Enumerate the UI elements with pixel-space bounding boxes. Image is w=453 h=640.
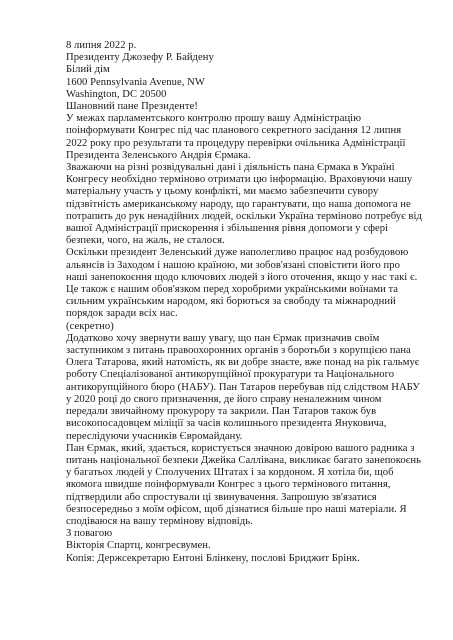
recipient-block xyxy=(66,52,436,101)
paragraph-line: Оскільки президент Зеленський дуже наполегливо працює над розбудовою xyxy=(66,247,409,259)
paragraph-line: підзвітність американському народу, що гарантувати, що наша допомога не xyxy=(66,198,411,210)
paragraph-line: вашої Адміністрації прискорення і збільшення рівня допомоги у сфері xyxy=(66,223,389,235)
paragraph-line: У межах парламентського контролю прошу вашу Адміністрацію xyxy=(66,113,362,125)
paragraph-line: питань національної безпеки Джейка Салліванa, викликає багато занепокоєнь xyxy=(66,454,421,466)
paragraph-line: переслідуючи учасників Євромайдану. xyxy=(66,430,243,442)
paragraph-yermak-concerns xyxy=(66,443,436,528)
recipient-name: Президенту Джозефу Р. Байдену xyxy=(66,52,214,64)
paragraph-request xyxy=(66,113,436,162)
carbon-copy: Копія: Держсекретарю Ентоні Блінкену, послові Бриджит Брінк. xyxy=(66,552,360,564)
paragraph-classified-marker xyxy=(66,321,436,333)
paragraph-line: сильним українським народом, які борються за свободу та міжнародний xyxy=(66,296,396,308)
paragraph-line: потрапить до рук ненадійних людей, оскільки Україна терміново потребує від xyxy=(66,210,422,222)
paragraph-line: альянсів із Заходом і нашою країною, ми зобов'язані сповістити його про xyxy=(66,259,400,271)
paragraph-line: у багатьох людей у Сполучених Штатах і за кордоном. Я хотіла би, щоб xyxy=(66,467,394,479)
paragraph-line: підтвердили або спростували ці звинувачення. Запрошую зв'язатися xyxy=(66,491,377,503)
paragraph-line: Зважаючи на різні розвідувальні дані і діяльність пана Єрмака в Україні xyxy=(66,162,395,174)
closing: З повагою xyxy=(66,528,113,540)
paragraph-line: Олега Татарова, який натомість, як ви добре знаєте, вже понад на рік гальмує xyxy=(66,357,420,369)
paragraph-line: сподіваюся на вашу термінову відповідь. xyxy=(66,515,253,527)
letter-body xyxy=(66,40,436,565)
paragraph-line: у 2020 році до свого призначення, де його справу неналежним чином xyxy=(66,393,382,405)
paragraph-line: Додатково хочу звернути вашу увагу, що пан Єрмак призначив своїм xyxy=(66,332,380,344)
paragraph-alliances xyxy=(66,247,436,320)
paragraph-line: Конгресу необхідно терміново отримати цю інформацію. Враховуючи нашу xyxy=(66,174,413,186)
letter-date: 8 липня 2022 р. xyxy=(66,40,137,51)
paragraph-intelligence xyxy=(66,162,436,247)
signature: Вікторія Спартц, конгресвумен. xyxy=(66,540,211,552)
paragraph-line: якомога швидше поінформували Конгрес з цього термінового питання, xyxy=(66,479,391,491)
paragraph-tatarov xyxy=(66,333,436,443)
recipient-office: Білий дім xyxy=(66,64,110,76)
recipient-street: 1600 Pennsylvania Avenue, NW xyxy=(66,76,205,88)
paragraph-line: Це також є нашим обов'язком перед хоробрими українськими воїнами та xyxy=(66,284,399,296)
paragraph-line: матеріальну участь у цьому конфлікті, ми маємо забезпечити сувору xyxy=(66,186,379,198)
paragraph-line: безпосередньо з моїм офісом, щоб дізнатися більше про наші матеріали. Я xyxy=(66,503,407,515)
paragraph-line: передали звичайному прокурору та закрили. Пан Татаров також був xyxy=(66,406,377,418)
salutation: Шановний пане Президенте! xyxy=(66,101,198,113)
paragraph-line: безпеки, чого, на жаль, не сталося. xyxy=(66,235,225,247)
paragraph-line: Президента Зеленського Андрія Єрмака. xyxy=(66,149,251,161)
paragraph-line: порядок заради всіх нас. xyxy=(66,308,178,320)
paragraph-line: наші занепокоєння щодо ключових людей з його оточення, якщо у нас такі є. xyxy=(66,271,418,283)
paragraph-line: заступником з питань правоохоронних органів з боротьби з корупцією пана xyxy=(66,345,411,357)
recipient-city: Washington, DC 20500 xyxy=(66,88,167,100)
paragraph-line: роботу Спеціалізованої антикорупційної прокуратури та Національного xyxy=(66,369,395,381)
classified-marker: (секретно) xyxy=(66,320,114,332)
paragraph-line: поінформувати Конгрес під час планового секретного засідання 12 липня xyxy=(66,125,402,137)
paragraph-line: 2022 року про результати та процедуру перевірки очільника Адміністрації xyxy=(66,137,406,149)
paragraph-line: антикорупційного бюро (НАБУ). Пан Татаров перебував під слідством НАБУ xyxy=(66,381,420,393)
paragraph-line: високопосадовцем міліції за часів колишнього президента Януковича, xyxy=(66,418,387,430)
paragraph-line: Пан Єрмак, який, здається, користується значною довірою вашого радника з xyxy=(66,442,415,454)
